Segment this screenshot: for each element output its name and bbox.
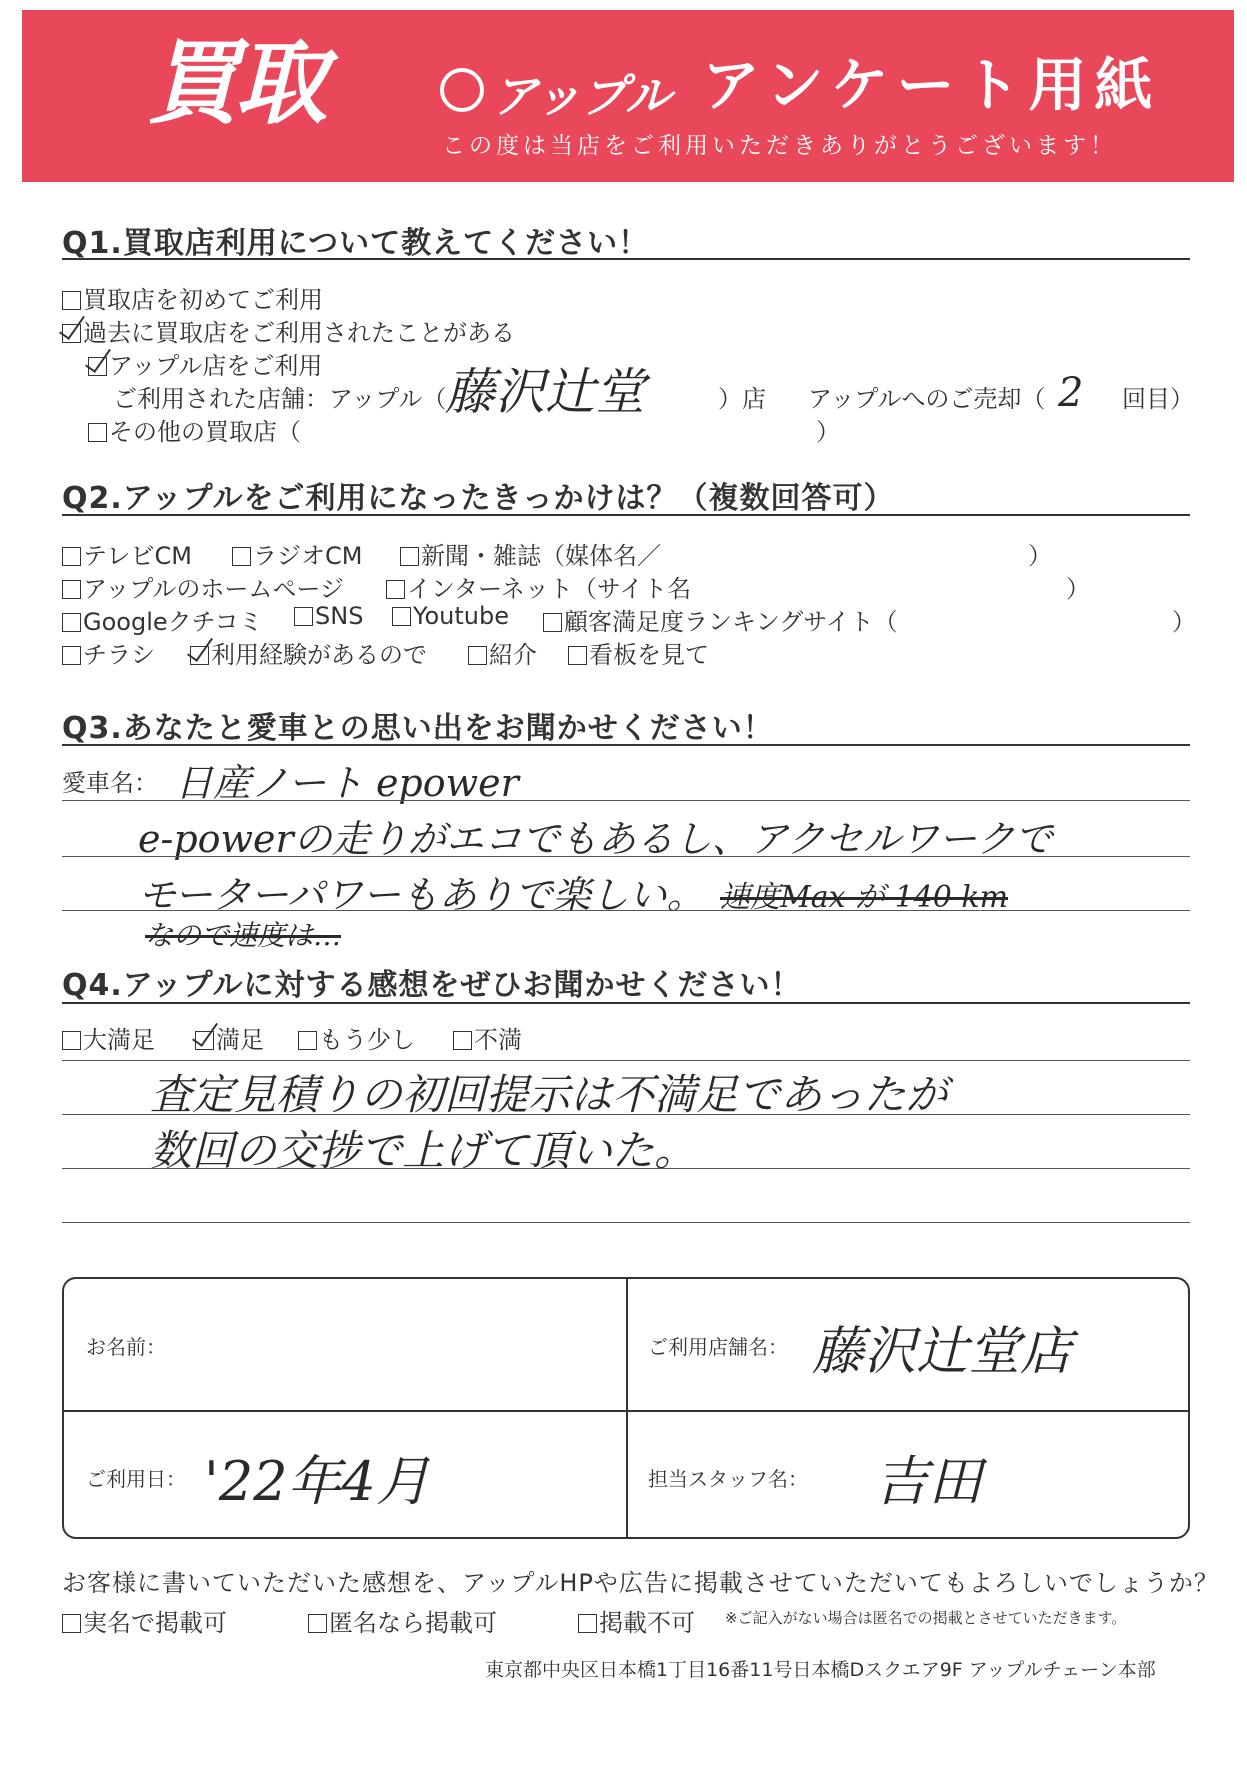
brand-name: アップル (492, 69, 671, 123)
q1-option-first[interactable]: 買取店を初めてご利用 (62, 280, 323, 315)
staff-value[interactable]: 吉田 (874, 1450, 982, 1513)
store-value[interactable]: 藤沢辻堂店 (812, 1322, 1073, 1382)
q1-store-value: 藤沢辻堂 (445, 363, 645, 421)
checkbox[interactable] (232, 547, 251, 566)
q3-heading: Q3.あなたと愛車との思い出をお聞かせください！ (62, 711, 774, 746)
store-label: ご利用店舗名： (648, 1335, 788, 1359)
q4-option-very[interactable]: 大満足 (62, 1020, 155, 1055)
apple-icon (440, 68, 484, 112)
q2-option-internet[interactable]: インターネット（サイト名 (386, 569, 691, 604)
consent-note: ※ご記入がない場合は匿名での掲載とさせていただきます。 (725, 1609, 1127, 1627)
customer-info-box (62, 1277, 1190, 1539)
q1-store-suffix: ）店 (718, 385, 766, 413)
q4-line (62, 1114, 1190, 1115)
survey-title: アンケート用紙 (702, 51, 1161, 119)
q2-option-sns[interactable]: SNS (294, 602, 363, 630)
q2-internet-close: ） (1066, 575, 1090, 603)
checkbox[interactable] (62, 1031, 81, 1050)
q1-option-apple[interactable]: アップル店をご利用 (88, 346, 322, 381)
footer-address: 東京都中央区日本橋1丁目16番11号日本橋Dスクエア9F アップルチェーン本部 (485, 1659, 1156, 1681)
q2-option-google[interactable]: Googleクチコミ (62, 602, 263, 637)
q1-heading: Q1.買取店利用について教えてください！ (62, 226, 650, 261)
q2-news-close: ） (1028, 542, 1052, 570)
checkbox-checked[interactable] (195, 1031, 214, 1050)
q1-count-value: 2 (1058, 370, 1084, 416)
q1-other-close: ） (816, 418, 840, 446)
q2-option-youtube[interactable]: Youtube (392, 602, 509, 630)
header-subtitle: この度は当店をご利用いただきありがとうございます！ (442, 133, 1117, 159)
q4-option-more[interactable]: もう少し (298, 1020, 415, 1055)
checkbox[interactable] (543, 613, 562, 632)
q2-heading: Q2.アップルをご利用になったきっかけは？（複数回答可） (62, 481, 895, 516)
q1-count-suffix: 回目） (1122, 385, 1194, 413)
q2-option-experience[interactable]: 利用経験があるので (190, 635, 427, 670)
q2-ranking-close: ） (1172, 608, 1196, 636)
checkbox-checked[interactable] (88, 357, 107, 376)
date-label: ご利用日： (86, 1467, 186, 1491)
q3-line (62, 856, 1190, 857)
q4-line (62, 1168, 1190, 1169)
q1-option-past[interactable]: 過去に買取店をご利用されたことがある (62, 313, 515, 348)
staff-label: 担当スタッフ名： (648, 1467, 808, 1491)
q3-car-value: 日産ノート epower (175, 761, 519, 805)
q1-rule (62, 258, 1190, 260)
q4-rule (62, 1002, 1190, 1004)
checkbox[interactable] (386, 580, 405, 599)
divider (626, 1279, 628, 1537)
q2-option-tv[interactable]: テレビCM (62, 536, 192, 571)
checkbox[interactable] (453, 1031, 472, 1050)
checkbox[interactable] (400, 547, 419, 566)
checkbox[interactable] (298, 1031, 317, 1050)
kaitori-logo: 買取 (147, 30, 324, 137)
name-label: お名前： (86, 1335, 166, 1359)
q4-option-dissatisfied[interactable]: 不満 (453, 1020, 522, 1055)
q3-answer-struck2: なので速度は… (145, 919, 342, 952)
q1-option-other[interactable]: その他の買取店（ (88, 412, 301, 447)
q3-answer-line2: モーターパワーもありで楽しい。 (138, 873, 705, 917)
consent-question: お客様に書いていただいた感想を、アップルHPや広告に掲載させていただいてもよろしいでしょうか？ (62, 1569, 1219, 1597)
q2-option-homepage[interactable]: アップルのホームページ (62, 569, 344, 604)
q4-answer-line2: 数回の交捗で上げて頂いた。 (150, 1126, 697, 1175)
divider (64, 1410, 1188, 1412)
consent-real-name[interactable]: 実名で掲載可 (62, 1603, 227, 1638)
q2-option-radio[interactable]: ラジオCM (232, 536, 362, 571)
q3-car-label: 愛車名： (62, 769, 158, 797)
q4-heading: Q4.アップルに対する感想をぜひお聞かせください！ (62, 968, 802, 1003)
checkbox[interactable] (294, 607, 313, 626)
q3-line (62, 800, 1190, 801)
checkbox[interactable] (308, 1614, 327, 1633)
q2-option-sign[interactable]: 看板を見て (568, 635, 709, 670)
q2-option-ranking[interactable]: 顧客満足度ランキングサイト（ (543, 602, 898, 637)
q3-answer-line1: e-powerの走りがエコでもあるし、アクセルワークで (138, 817, 1053, 861)
checkbox[interactable] (468, 646, 487, 665)
checkbox[interactable] (62, 613, 81, 632)
q4-answer-line1: 査定見積りの初回提示は不満足であったが (150, 1070, 948, 1119)
header-banner (22, 10, 1234, 182)
checkbox[interactable] (88, 423, 107, 442)
checkbox[interactable] (62, 547, 81, 566)
q4-option-satisfied[interactable]: 満足 (195, 1020, 264, 1055)
q2-option-flyer[interactable]: チラシ (62, 635, 155, 670)
q2-option-intro[interactable]: 紹介 (468, 635, 537, 670)
q2-option-news[interactable]: 新聞・雑誌（媒体名／ (400, 536, 661, 571)
q3-rule (62, 744, 1190, 746)
checkbox[interactable] (62, 646, 81, 665)
checkbox[interactable] (578, 1614, 597, 1633)
q4-line (62, 1060, 1190, 1061)
checkbox[interactable] (62, 1614, 81, 1633)
q1-store-prefix: ご利用された店舗：アップル（ (113, 385, 447, 413)
checkbox-checked[interactable] (190, 646, 209, 665)
q3-line (62, 910, 1190, 911)
q1-count-prefix: アップルへのご売却（ (808, 385, 1046, 413)
checkbox[interactable] (568, 646, 587, 665)
checkbox[interactable] (392, 607, 411, 626)
q4-line (62, 1222, 1190, 1223)
date-value[interactable]: '22年4月 (204, 1450, 430, 1513)
checkbox[interactable] (62, 291, 81, 310)
q2-rule (62, 514, 1190, 516)
consent-anonymous[interactable]: 匿名なら掲載可 (308, 1603, 497, 1638)
q3-answer-struck: 速度Max が 140 km (720, 880, 1009, 915)
checkbox[interactable] (62, 580, 81, 599)
checkbox-checked[interactable] (62, 324, 81, 343)
consent-not-allowed[interactable]: 掲載不可 (578, 1603, 695, 1638)
